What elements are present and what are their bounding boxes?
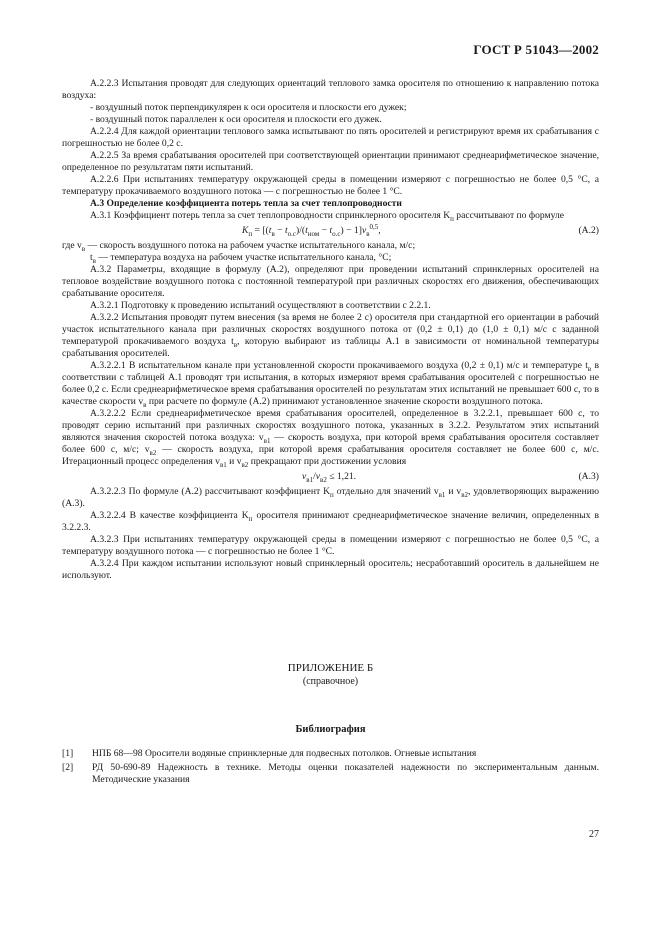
paragraph-a226: А.2.2.6 При испытаниях температуру окружающей среды в помещении измеряют с погрешностью не более 0,5 °С, а температуру прокачиваемого воздушного потока — с погрешностью не более 1 °С. bbox=[62, 174, 599, 197]
where-clause: $t_в$ — температура воздуха на рабочем участке испытательного канала, °С; bbox=[90, 252, 392, 265]
formula-a2-expression: $K_п = [(t_в - t_{о.с})/(t_{ном} - t_{о.с}) - 1]v_в^{0,5}$, bbox=[242, 222, 381, 238]
page-number: 27 bbox=[589, 829, 599, 840]
paragraph-a324: А.3.2.4 При каждом испытании используют новый спринклерный ороситель; несработавший ороситель в дальнейшем не используют. bbox=[62, 558, 599, 581]
formula-a3-expression: $v_{в1}/v_{в2} \le 1,21$. bbox=[302, 471, 357, 484]
paragraph-a3223: А.3.2.2.3 По формуле (А.2) рассчитывают коэффициент $K_п$ отдельно для значений $v_{в1}$ и $v_{в2}$, удовлетворяющих выражению (А.3). bbox=[62, 486, 600, 509]
equation-number: (А.2) bbox=[578, 225, 599, 236]
bibliography-list bbox=[62, 748, 599, 788]
bibliography-text: РД 50-690-89 Надежность в технике. Методы оценки показателей надежности по экспериментальным данным. Методические указания bbox=[92, 762, 599, 785]
paragraph-a31: А.3.1 Коэффициент потерь тепла за счет теплопроводности спринклерного оросителя $K_п$ рассчитывают по формуле bbox=[90, 210, 565, 223]
bibliography-text: НПБ 68—98 Оросители водяные спринклерные для подвесных потолков. Огневые испытания bbox=[92, 748, 477, 759]
formula-a3 bbox=[62, 469, 599, 485]
paragraph-a224: А.2.2.4 Для каждой ориентации теплового замка испытывают по пять оросителей и регистрируют время их срабатывания с погрешностью не более 0,2 с. bbox=[62, 126, 599, 149]
paragraph-a323: А.3.2.3 При испытаниях температуру окружающей среды в помещении измеряют с погрешностью не более 0,5 °С, а температуру воздушного потока — с погрешностью не более 1 °С. bbox=[62, 534, 599, 557]
annex-title: ПРИЛОЖЕНИЕ Б bbox=[287, 662, 374, 674]
document-code: ГОСТ Р 51043—2002 bbox=[473, 42, 599, 57]
annex-subtitle: (справочное) bbox=[302, 676, 359, 687]
section-heading-a3: А.3 Определение коэффициента потерь тепла за счет теплопроводности bbox=[90, 198, 402, 209]
list-item bbox=[62, 748, 599, 760]
paragraph-a321: А.3.2.1 Подготовку к проведению испытаний осуществляют в соответствии с 2.2.1. bbox=[90, 300, 431, 311]
equation-number: (А.3) bbox=[578, 471, 599, 482]
where-clause: где $v_в$ — скорость воздушного потока на рабочем участке испытательного канала, м/с; bbox=[62, 240, 416, 253]
paragraph-a322: А.3.2.2 Испытания проводят путем внесения (за время не более 2 с) оросителя при стандартной его ориентации в рабочий участок испытательного канала при различных скоростях воздушного потока от (0,2 ± 0,1) до (1,0 ± 0,1) м/с с заданной температурой прокачиваемого воздуха $t_в$, которую выбирают из таблицы А.1 в зависимости от номинальной температуры срабатывания оросителей. bbox=[62, 312, 600, 359]
annex-a-body bbox=[62, 78, 599, 582]
annex-b-heading bbox=[0, 662, 661, 688]
list-item: - воздушный поток параллелен к оси оросителя и плоскости его дужек. bbox=[90, 114, 382, 125]
paragraph-a223: А.2.2.3 Испытания проводят для следующих ориентаций теплового замка оросителя по отношению к направлению потока воздуха: bbox=[62, 78, 599, 101]
list-item bbox=[62, 762, 599, 786]
paragraph-a3222: А.3.2.2.2 Если среднеарифметическое время срабатывания оросителей, определенное в 3.2.2.1, превышает 600 с, то проводят серию испытаний при различных скоростях воздушного потока, указанных в 3.2.2. Результатом этих испытаний являются значения скоростей потока воздуха: $v_{в1}$ — скорость воздуха, при которой время срабатывания оросителя составляет более 600 с, м/с; $v_{в2}$ — скорость воздуха, при которой время срабатывания оросителя составляет не более 600 с, м/с. Итерационный процесс определения $v_{в1}$ и $v_{в2}$ прекращают при достижении условия bbox=[62, 408, 599, 469]
bibliography-number: [2] bbox=[62, 762, 74, 773]
formula-a2 bbox=[62, 223, 599, 239]
bibliography-number: [1] bbox=[62, 748, 74, 759]
paragraph-a3221: А.3.2.2.1 В испытательном канале при установленной скорости прокачиваемого воздуха (0,2 ± 0,1) м/с и температуре $t_в$ в соответствии с таблицей А.1 проводят три испытания, в которых измеряют время срабатывания оросителей с погрешностью не более 0,2 с. Если среднеарифметическое время срабатывания оросителей по результатам этих испытаний не превышает 600 с, то в качестве скорости $v_в$ при расчете по формуле (А.2) принимают установленное значение скорости воздушного потока. bbox=[62, 360, 599, 409]
paragraph-a32: А.3.2 Параметры, входящие в формулу (А.2), определяют при проведении испытаний спринклерных оросителей на тепловое воздействие воздушного потока с постоянной температурой при различных скоростях его движения, обеспечивающих срабатывание оросителя. bbox=[62, 264, 599, 299]
paragraph-a225: А.2.2.5 За время срабатывания оросителей при соответствующей ориентации принимают среднеарифметическое значение, определенное по результатам пяти испытаний. bbox=[62, 150, 599, 173]
bibliography-title: Библиография bbox=[295, 724, 366, 735]
paragraph-a3224: А.3.2.2.4 В качестве коэффициента $K_п$ оросителя принимают среднеарифметическое значение величин, определенных в 3.2.2.3. bbox=[62, 510, 599, 533]
list-item: - воздушный поток перпендикулярен к оси оросителя и плоскости его дужек; bbox=[90, 102, 407, 113]
